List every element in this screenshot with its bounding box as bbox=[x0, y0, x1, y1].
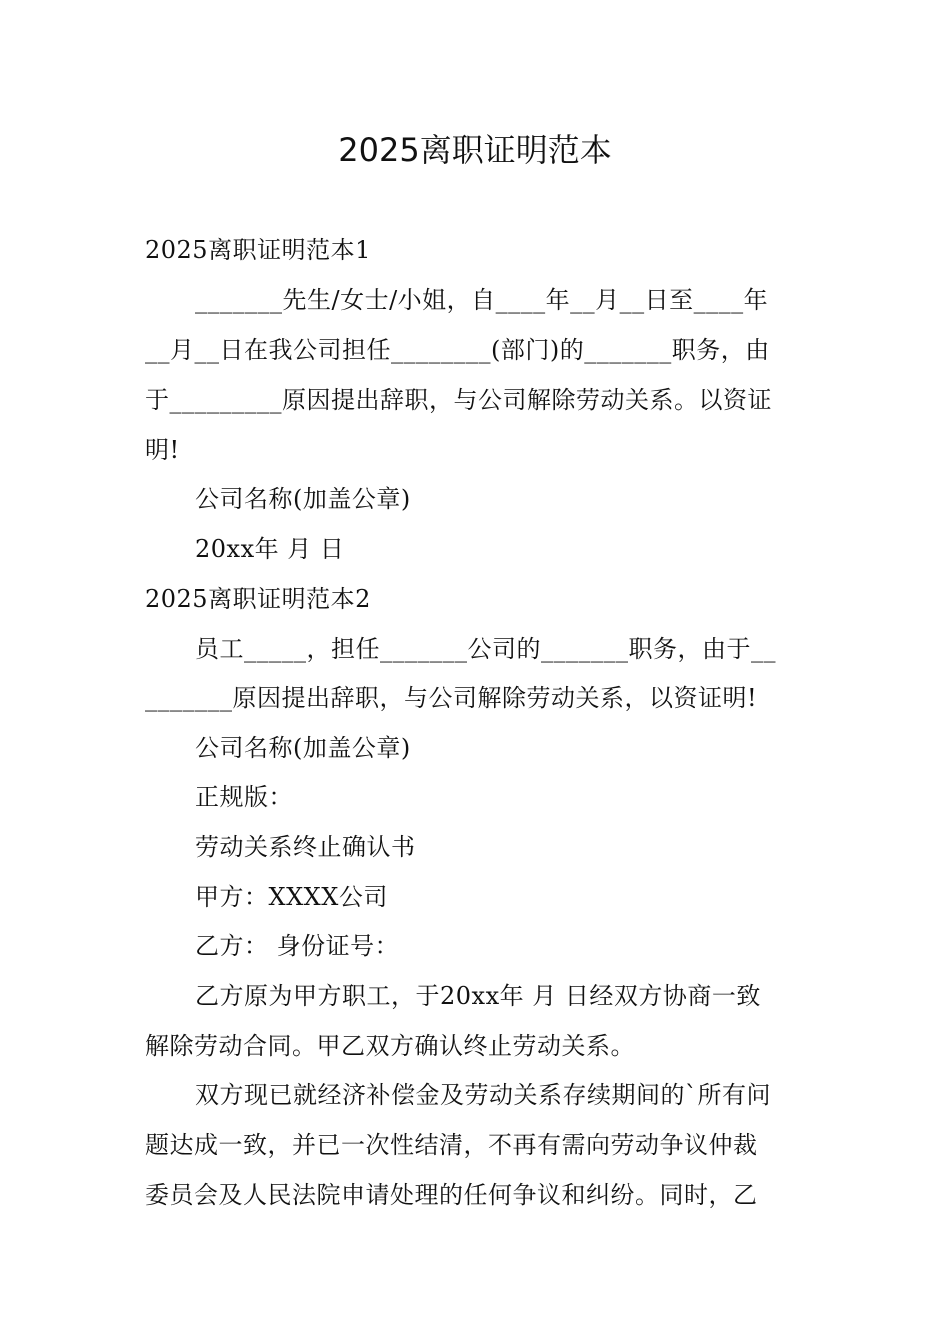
paragraph-line: 明! bbox=[145, 436, 180, 464]
paragraph-line: 员工_____，担任_______公司的_______职务，由于__ bbox=[195, 635, 776, 663]
paragraph-line: 于_________原因提出辞职，与公司解除劳动关系。以资证 bbox=[145, 386, 772, 414]
date-line: 20xx年 月 日 bbox=[195, 535, 345, 563]
party-b-line: 乙方： 身份证号： bbox=[195, 932, 400, 960]
paragraph-line: 双方现已就经济补偿金及劳动关系存续期间的`所有问 bbox=[195, 1081, 771, 1109]
party-a-line: 甲方：XXXX公司 bbox=[195, 883, 388, 911]
section-heading-1: 2025离职证明范本1 bbox=[145, 236, 371, 264]
paragraph-line: 委员会及人民法院申请处理的任何争议和纠纷。同时，乙 bbox=[145, 1181, 758, 1209]
paragraph-line: 题达成一致，并已一次性结清，不再有需向劳动争议仲裁 bbox=[145, 1131, 758, 1159]
document-title: 2025离职证明范本 bbox=[338, 131, 612, 169]
paragraph-line: __月__日在我公司担任________(部门)的_______职务，由 bbox=[145, 336, 770, 364]
paragraph-line: 解除劳动合同。甲乙双方确认终止劳动关系。 bbox=[145, 1032, 635, 1060]
company-name-line: 公司名称(加盖公章) bbox=[195, 734, 411, 762]
paragraph-line: _______原因提出辞职，与公司解除劳动关系，以资证明! bbox=[145, 684, 758, 712]
version-label: 正规版： bbox=[195, 783, 293, 811]
company-name-line: 公司名称(加盖公章) bbox=[195, 485, 411, 513]
section-heading-2: 2025离职证明范本2 bbox=[145, 585, 371, 613]
paragraph-line: _______先生/女士/小姐，自____年__月__日至____年 bbox=[195, 286, 769, 314]
subdocument-title: 劳动关系终止确认书 bbox=[195, 833, 416, 861]
paragraph-line: 乙方原为甲方职工，于20xx年 月 日经双方协商一致 bbox=[195, 982, 761, 1010]
